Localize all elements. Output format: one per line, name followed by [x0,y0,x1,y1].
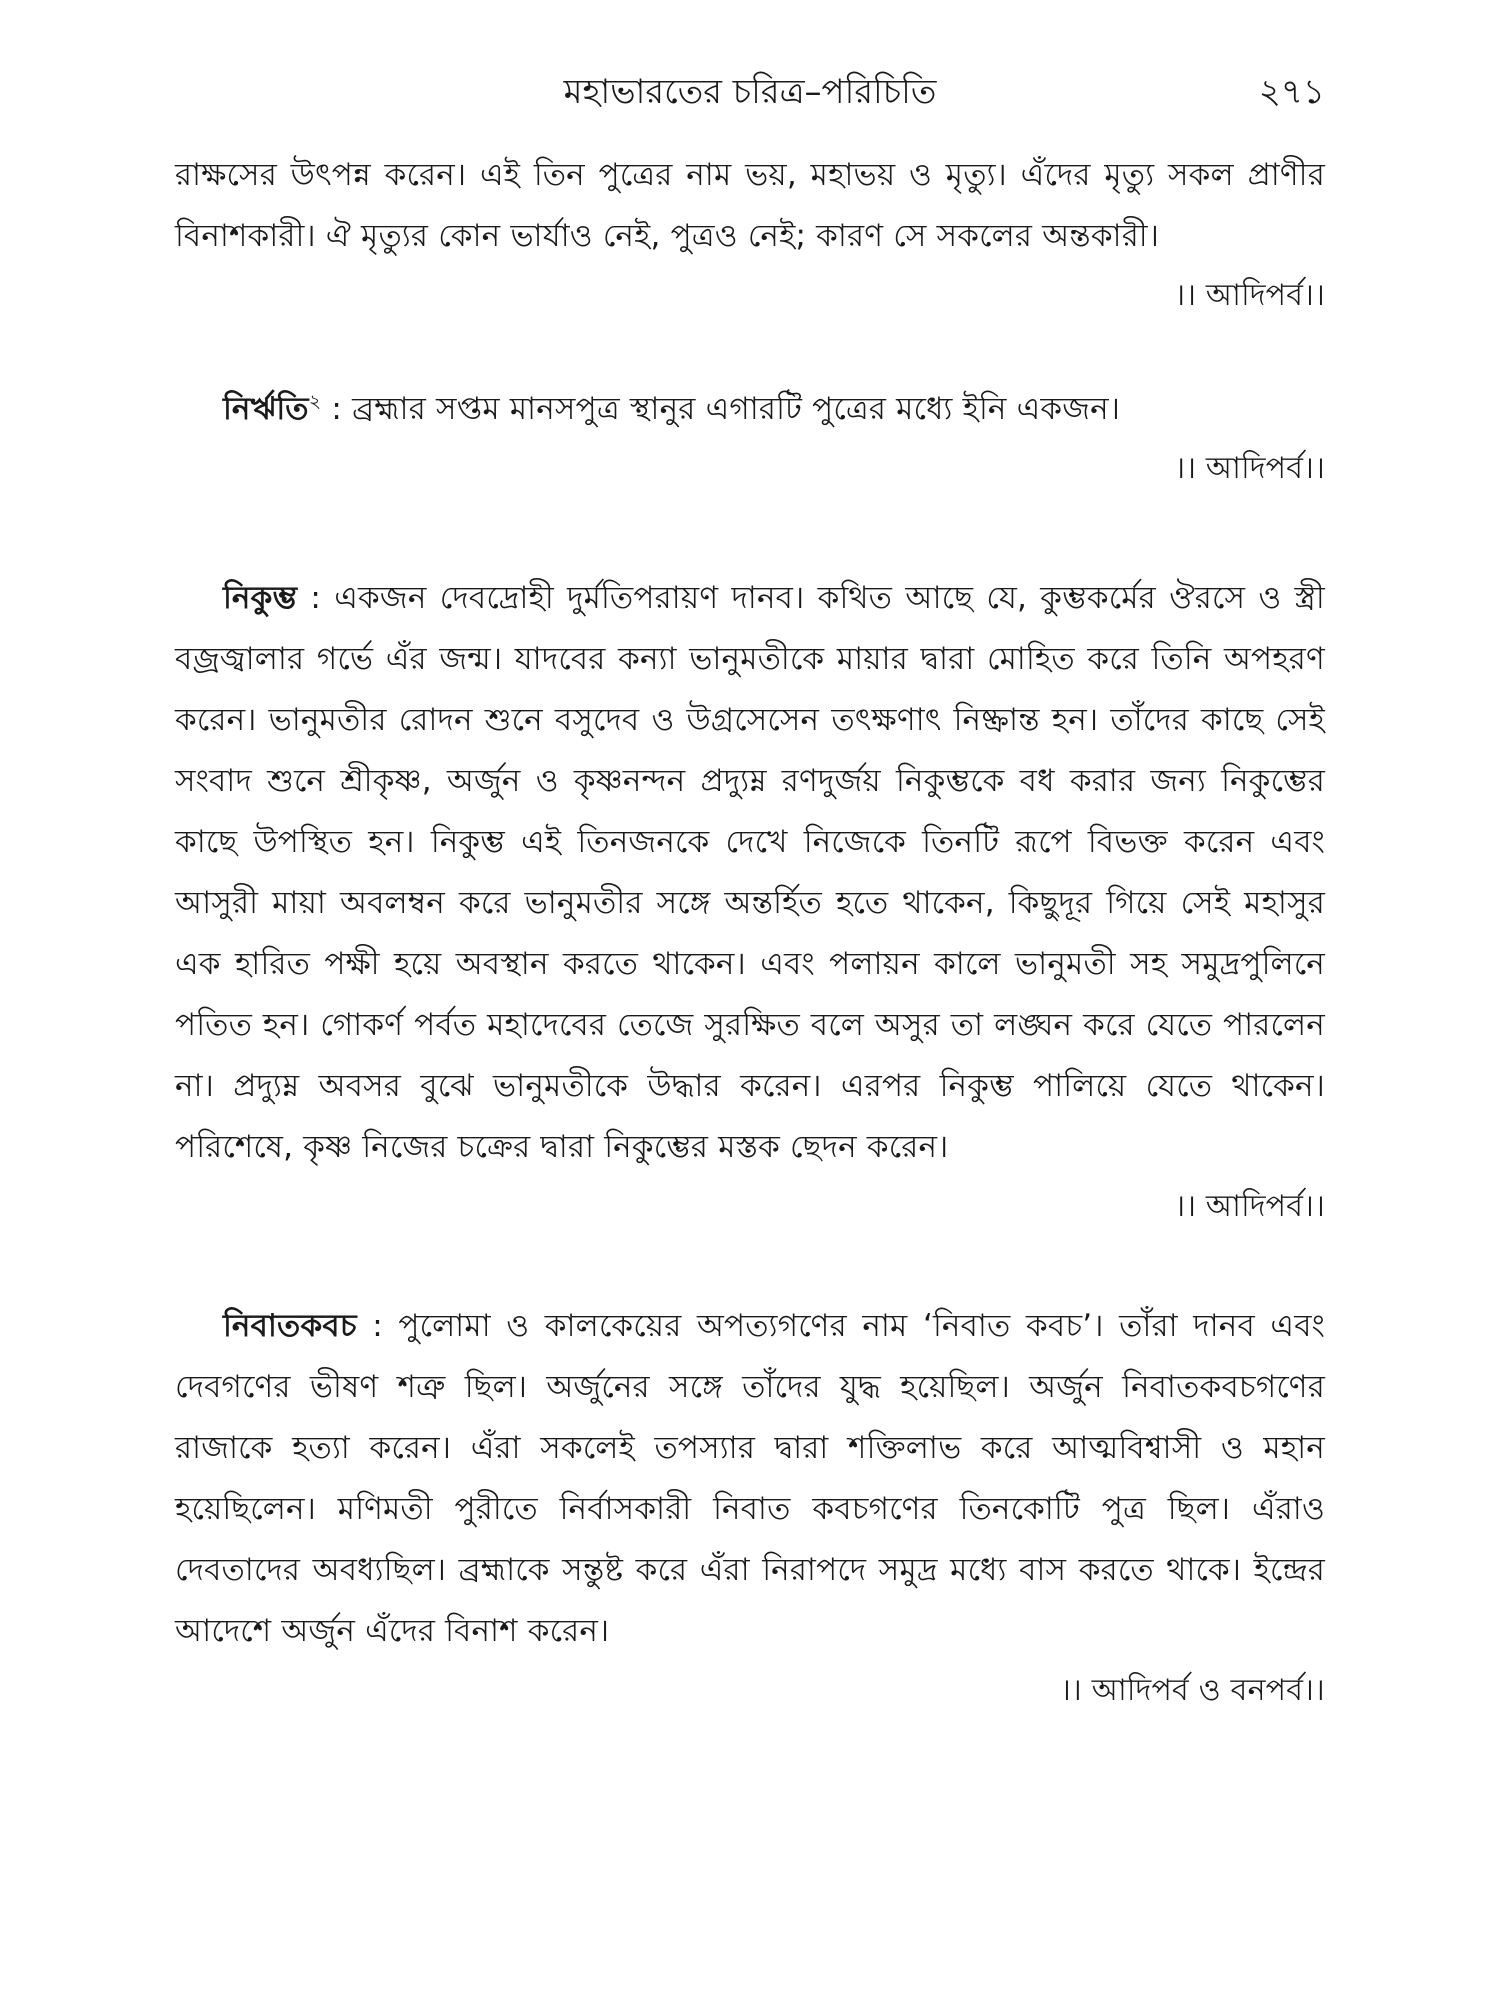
entry-source: ।। আদিপর্ব।। [1174,451,1325,486]
entry-body: : পুলোমা ও কালকেয়ের অপত্যগণের নাম ‘নিবাত কবচ’। তাঁরা দানব এবং দেবগণের ভীষণ শত্রু ছিল। অর্জুনের সঙ্গে তাঁদের যুদ্ধ হয়েছিল। অর্জুন নিবাতকবচগণের রাজাকে হত্যা করেন। এঁরা সকলেই তপস্যার দ্বারা শক্তিলাভ করে আত্মবিশ্বাসী ও মহান হয়েছিলেন। মণিমতী পুরীতে নির্বাসকারী নিবাত কবচগণের তিনকোটি পুত্র ছিল। এঁরাও দেবতাদের অবধ্যছিল। ব্রহ্মাকে সন্তুষ্ট করে এঁরা নিরাপদে সমুদ্র মধ্যে বাস করতে থাকে। ইন্দ্রের আদেশে অর্জুন এঁদের বিনাশ করেন। [175,1308,1325,1649]
entry-body: : একজন দেবদ্রোহী দুর্মতিপরায়ণ দানব। কথিত আছে যে, কুম্ভকর্মের ঔরসে ও স্ত্রী বজ্রজ্বালার গর্ভে এঁর জন্ম। যাদবের কন্যা ভানুমতীকে মায়ার দ্বারা মোহিত করে তিনি অপহরণ করেন। ভানুমতীর রোদন শুনে বসুদেব ও উগ্রসেসেন তৎক্ষণাৎ নিষ্ক্রান্ত হন। তাঁদের কাছে সেই সংবাদ শুনে শ্রীকৃষ্ণ, অর্জুন ও কৃষ্ণনন্দন প্রদ্যুম্ন রণদুর্জয় নিকুম্ভকে বধ করার জন্য নিকুম্ভের কাছে উপস্থিত হন। নিকুম্ভ এই তিনজনকে দেখে নিজেকে তিনটি রূপে বিভক্ত করেন এবং আসুরী মায়া অবলম্বন করে ভানুমতীর সঙ্গে অন্তর্হিত হতে থাকেন, কিছুদূর গিয়ে সেই মহাসুর এক হারিত পক্ষী হয়ে অবস্থান করতে থাকেন। এবং পলায়ন কালে ভানুমতী সহ সমুদ্রপুলিনে পতিত হন। গোকর্ণ পর্বত মহাদেবের তেজে সুরক্ষিত বলে অসুর তা লঙ্ঘন করে যেতে পারলেন না। প্রদ্যুম্ন অবসর বুঝে ভানুমতীকে উদ্ধার করেন। এরপর নিকুম্ভ পালিয়ে যেতে থাকেন। পরিশেষে, কৃষ্ণ নিজের চক্রের দ্বারা নিকুম্ভের মস্তক ছেদন করেন। [175,580,1325,1165]
entry-body: : ব্রহ্মার সপ্তম মানসপুত্র স্থানুর এগারটি পুত্রের মধ্যে ইনি একজন। [321,391,1121,427]
entry-source: ।। আদিপর্ব।। [1174,1189,1325,1224]
entry-nirriti [175,379,1325,440]
entry-term: নিকুম্ভ [223,580,298,616]
entry-term: নির্ঋতি [223,391,309,427]
entry-continuation-body: রাক্ষসের উৎপন্ন করেন। এই তিন পুত্রের নাম ভয়, মহাভয় ও মৃত্যু। এঁদের মৃত্যু সকল প্রাণীর বিনাশকারী। ঐ মৃত্যুর কোন ভার্যাও নেই, পুত্রও নেই; কারণ সে সকলের অন্তকারী। [175,157,1325,254]
section-gap [175,325,1325,379]
body-text [175,145,1325,1720]
running-header [175,62,1325,122]
entry-source: ।। আদিপর্ব।। [1174,278,1325,313]
section-gap [175,498,1325,568]
page-number: ২৭১ [1258,72,1325,112]
running-title: মহাভারতের চরিত্র–পরিচিতি [563,72,937,112]
section-gap [175,1236,1325,1296]
entry-nikumbha [175,568,1325,1178]
entry-source: ।। আদিপর্ব ও বনপর্ব।। [1060,1673,1325,1708]
entry-nivatakavacha [175,1296,1325,1662]
entry-term: নিবাতকবচ [223,1308,357,1344]
footnote-marker: ২ [308,390,322,413]
